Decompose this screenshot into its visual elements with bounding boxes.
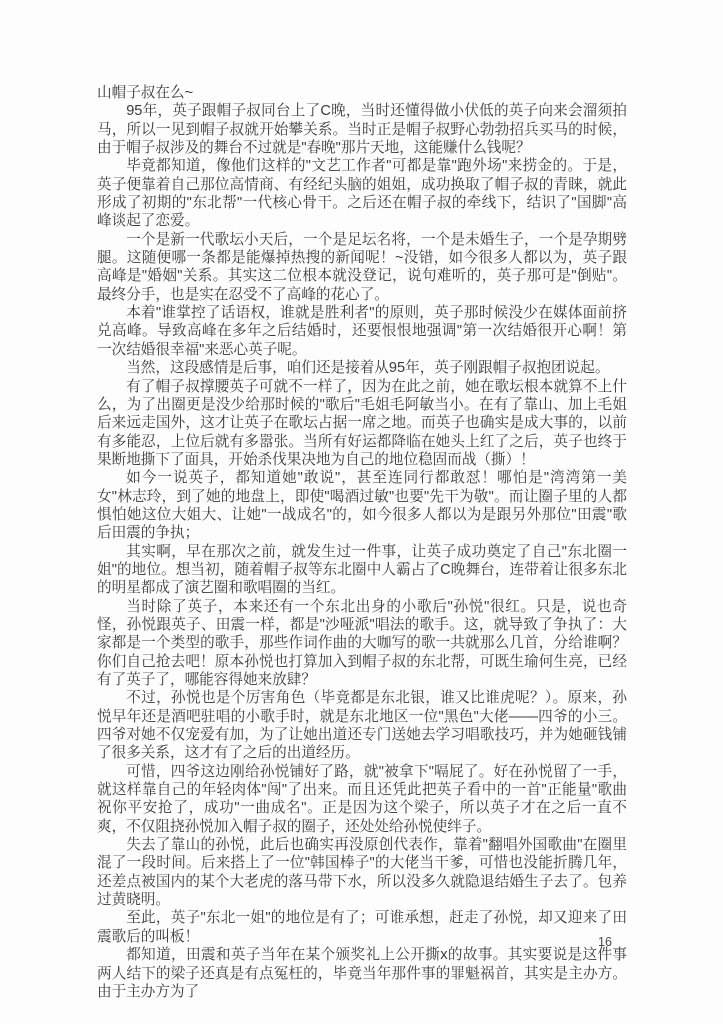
paragraph: 不过，孙悦也是个厉害角色（毕竟都是东北银，谁又比谁虎呢？）。原来，孙悦早年还是酒吧驻唱的小歌手时，就是东北地区一位"黑色"大佬——四爷的小三。四爷对她不仅宠爱有加，为了让她出道还专门送她去学习唱歌技巧，并为她砸钱铺了很多关系，这才有了之后的出道经历。 (97, 690, 627, 762)
paragraph-container (97, 102, 627, 1001)
paragraph: 如今一说英子，都知道她"敢说"，甚至连同行都敢怼！哪怕是"湾湾第一美女"林志玲，到了她的地盘上，即使"喝酒过敏"也要"先干为敬"。而让圈子里的人都惧怕她这位大姐大、让她"一战成名"的，如今很多人都以为是跟另外那位"田震"歌后田震的争执； (97, 470, 627, 542)
paragraph: 有了帽子叔撑腰英子可就不一样了，因为在此之前，她在歌坛根本就算不上什么，为了出圈更是没少给那时候的"歌后"毛姐毛阿敏当小。在有了靠山、加上毛姐后来远走国外，这才让英子在歌坛占据一席之地。而英子也确实是成大事的，以前有多能忍，上位后就有多嚣张。当所有好运都降临在她头上红了之后，英子也终于果断地撕下了面具，开始杀伐果决地为自己的地位稳固而战（撕）！ (97, 378, 627, 468)
page-number: 16 (598, 935, 612, 949)
paragraph: 本着"谁掌控了话语权，谁就是胜利者"的原则，英子那时候没少在媒体面前挤兑高峰。导致高峰在多年之后结婚时，还要恨恨地强调"第一次结婚很开心啊！第一次结婚很幸福"来恶心英子呢。 (97, 305, 627, 358)
paragraph: 都知道，田震和英子当年在某个颁奖礼上公开撕x的故事。其实要说是这件事两人结下的梁子还真是有点冤枉的，毕竟当年那件事的罪魁祸首，其实是主办方。由于主办方为了 (97, 947, 627, 1000)
paragraph: 当时除了英子，本来还有一个东北出身的小歌后"孙悦"很红。只是，说也奇怪，孙悦跟英子、田震一样，都是"沙哑派"唱法的歌手。这，就导致了争执了：大家都是一个类型的歌手，那些作词作曲的大咖写的歌一共就那么几首，分给谁啊？你们自己抢去吧！原本孙悦也打算加入到帽子叔的东北帮，可既生瑜何生亮，已经有了英子了，哪能容得她来放肆？ (97, 598, 627, 688)
article-text (97, 84, 627, 1001)
paragraph: 至此，英子"东北一姐"的地位是有了；可谁承想，赶走了孙悦，却又迎来了田震歌后的叫板！ (97, 910, 627, 945)
paragraph: 失去了靠山的孙悦，此后也确实再没原创代表作，靠着"翻唱外国歌曲"在圈里混了一段时间。后来搭上了一位"韩国棒子"的大佬当干爹，可惜也没能折腾几年，还差点被国内的某个大老虎的落马带下水，所以没多久就隐退结婚生子去了。包养过黄晓明。 (97, 837, 627, 909)
paragraph: 当然，这段感情是后事，咱们还是接着从95年，英子刚跟帽子叔抱团说起。 (126, 360, 610, 377)
paragraph: 可惜，四爷这边刚给孙悦铺好了路，就"被拿下"嗝屁了。好在孙悦留了一手，就这样靠自己的年轻肉体"闯"了出来。而且还凭此把英子看中的一首"正能量"歌曲祝你平安抢了，成功"一曲成名"。正是因为这个梁子，所以英子才在之后一直不爽，不仅阻挠孙悦加入帽子叔的圈子，还处处给孙悦使绊子。 (97, 763, 627, 835)
paragraph: 毕竟都知道，像他们这样的"文艺工作者"可都是靠"跑外场"来捞金的。于是，英子便靠着自己那位高情商、有经纪头脑的姐姐，成功换取了帽子叔的青睐，就此形成了初期的"东北帮"一代核心骨干。之后还在帽子叔的牵线下，结识了"国脚"高峰谈起了恋爱。 (97, 158, 627, 230)
paragraph: 95年，英子跟帽子叔同台上了C晚，当时还懂得做小伏低的英子向来会溜须拍马，所以一见到帽子叔就开始攀关系。当时正是帽子叔野心勃勃招兵买马的时候，由于帽子叔涉及的舞台不过就是"春晚"那片天地，这能赚什么钱呢？ (97, 103, 627, 157)
opening-line: 山帽子叔在么~ (97, 85, 194, 101)
paragraph: 其实啊，早在那次之前，就发生过一件事，让英子成功奠定了自己"东北圈一姐"的地位。想当初，随着帽子叔等东北圈中人霸占了C晚舞台，连带着让很多东北的明星都成了演艺圈和歌唱圈的当红。 (97, 543, 627, 597)
paragraph: 一个是新一代歌坛小天后，一个是足坛名将，一个是未婚生子，一个是孕期劈腿。这随便哪一条都是能爆掉热搜的新闻呢！~没错，如今很多人都以为，英子跟高峰是"婚姻"关系。其实这二位根本就没登记，说句难听的，英子那可是"倒贴"。最终分手，也是实在忍受不了高峰的花心了。 (97, 231, 627, 303)
